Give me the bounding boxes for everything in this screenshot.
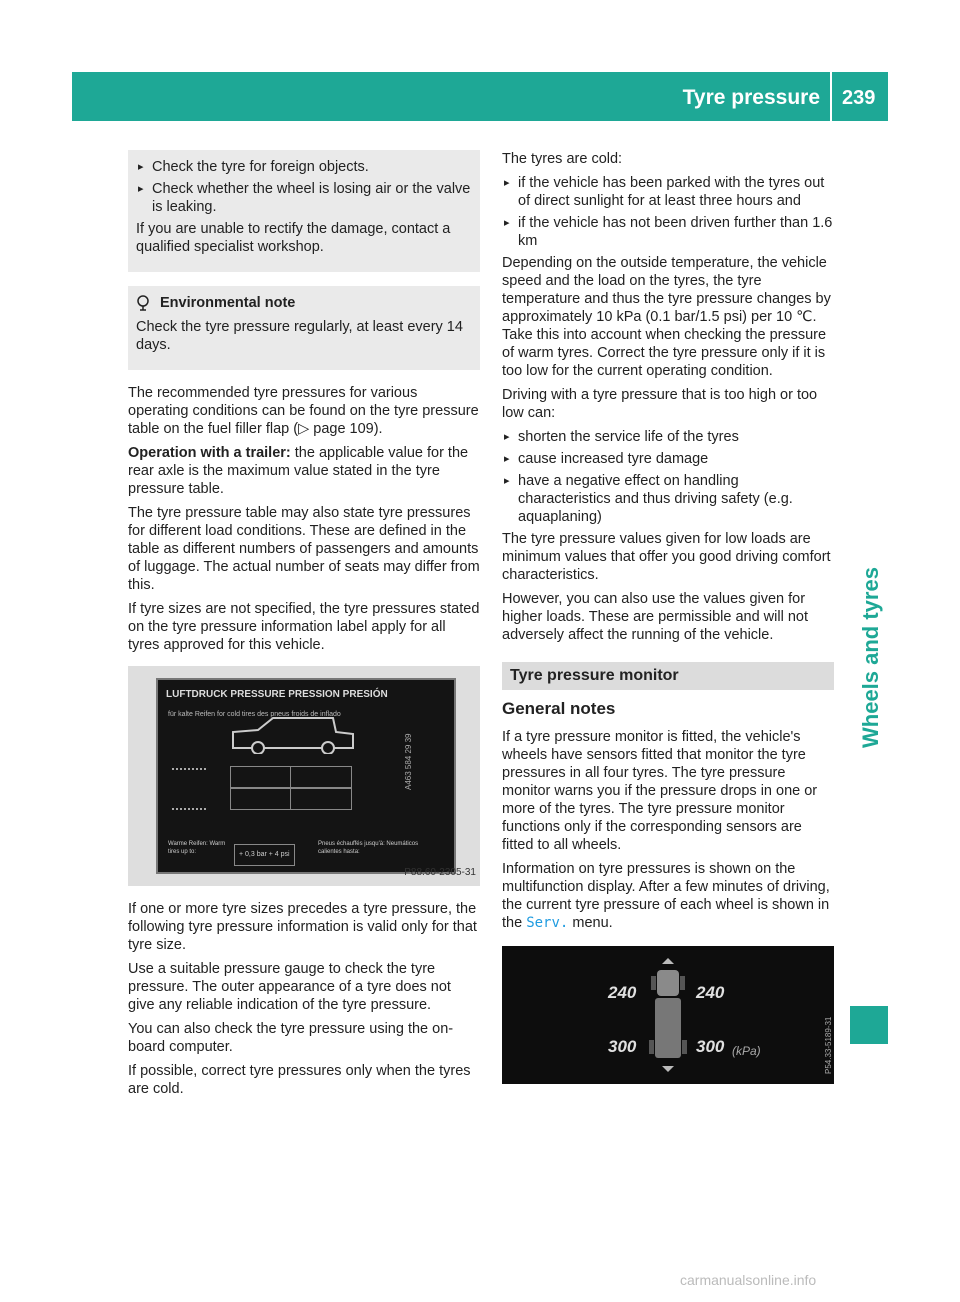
paragraph: Use a suitable pressure gauge to check the tyre pressure. The outer appearance of a tyre does not give any reliable indication of the tyre pressure. (128, 961, 451, 1013)
paragraph: The recommended tyre pressures for various operating conditions can be found on the tyre pressure table on the fuel filler flap (▷ page 109). (128, 385, 479, 437)
side-tab-label: Wheels and tyres (858, 567, 883, 748)
env-note-text: Check the tyre pressure regularly, at least every 14 days. (136, 319, 463, 353)
label-subheading: für kalte Reifen for cold tires des pneus froids de inflado (168, 711, 341, 718)
damage-box (128, 150, 480, 272)
label-heading: LUFTDRUCK PRESSURE PRESSION PRESIÓN (166, 689, 388, 700)
pressure-label-image (156, 678, 456, 874)
vehicle-outline-icon (228, 714, 358, 754)
list-item: ▸ Check whether the wheel is losing air or the valve is leaking. (136, 180, 472, 216)
warm-tire-left: Warme Reifen: Warm tires up to: (168, 841, 226, 855)
pressure-unit: (kPa) (732, 1044, 761, 1058)
rear-right-pressure: 300 (696, 1037, 725, 1056)
subsection-heading: General notes (502, 699, 616, 718)
trailer-label: Operation with a trailer: (128, 445, 291, 461)
trailer-paragraph (128, 444, 480, 498)
front-right-pressure: 240 (696, 983, 725, 1002)
serv-prefix: Information on tyre pressures is shown on the multifunction display. After a few minutes of driving, the current tyre pressure of each wheel is shown in the (502, 861, 830, 931)
paragraph: You can also check the tyre pressure using the on-board computer. (128, 1021, 454, 1055)
cold-tire-icon (172, 768, 206, 810)
list-item: ▸ have a negative effect on handling characteristics and thus driving safety (e.g. aquaplaning) (502, 472, 834, 526)
right-column (502, 150, 834, 1084)
front-left-pressure: 240 (608, 983, 637, 1002)
side-tab-marker (850, 1006, 888, 1044)
env-note-title-row (136, 294, 472, 312)
serv-suffix: menu. (568, 915, 613, 931)
tyre-pressure-label-figure (128, 666, 480, 886)
warm-tire-value: + 0,3 bar + 4 psi (234, 844, 295, 866)
tyre-pressure-display-figure (502, 946, 834, 1084)
list-item: ▸ if the vehicle has been parked with the tyres out of direct sunlight for at least three hours and (502, 174, 834, 210)
paragraph: If possible, correct tyre pressures only when the tyres are cold. (128, 1063, 471, 1097)
list-item: ▸ Check the tyre for foreign objects. (136, 158, 472, 176)
box-text: If you are unable to rectify the damage, contact a qualified specialist workshop. (136, 221, 451, 255)
cold-intro: The tyres are cold: (502, 151, 623, 167)
serv-paragraph (502, 860, 834, 932)
display-code: P54.33-5189-31 (824, 1016, 833, 1074)
label-side-code: A463 584 29 39 (404, 733, 413, 790)
paragraph: Depending on the outside temperature, the vehicle speed and the load on the tyres, the tyre temperature and thus the tyre pressure changes by approximately 10 kPa (0.1 bar/1.5 psi) per 10 ℃. Take this into account when checking the pressure of warm tyres. Correct the tyre pressure only if it is too low for the current operating condition. (502, 255, 831, 379)
environmental-note (128, 286, 480, 370)
left-column (128, 150, 480, 1104)
paragraph: If a tyre pressure monitor is fitted, the vehicle's wheels have sensors fitted that monitor the tyre pressures in all four tyres. The tyre pressure monitor warns you if the pressure drops in one or more of the tyres. The tyre pressure monitor functions only if the corresponding sensors are fitted to all wheels. (502, 729, 818, 853)
page-number: 239 (842, 87, 876, 109)
warm-tire-right: Pneus échauffés jusqu'à: Neumáticos calientes hasta: (318, 841, 419, 855)
paragraph: The tyre pressure values given for low loads are minimum values that offer you good driving comfort characteristics. (502, 531, 831, 583)
page-title: Tyre pressure (682, 86, 820, 109)
watermark: carmanualsonline.info (680, 1272, 817, 1288)
trailer-text: the applicable value for the rear axle is the maximum value stated in the tyre pressure table. (128, 445, 469, 497)
pressure-grid (230, 766, 350, 810)
paragraph: If one or more tyre sizes precedes a tyre pressure, the following tyre pressure information is valid only for that tyre size. (128, 901, 477, 953)
rear-left-pressure: 300 (608, 1037, 637, 1056)
paragraph: If tyre sizes are not specified, the tyre pressures stated on the tyre pressure information label apply for all tyres approved for this vehicle. (128, 601, 480, 653)
lamp-icon (136, 295, 150, 311)
header-divider (830, 72, 832, 121)
list-item: ▸ shorten the service life of the tyres (502, 428, 834, 446)
paragraph: However, you can also use the values given for higher loads. These are permissible and will not adversely affect the running of the vehicle. (502, 591, 809, 643)
figure-caption: P88.60-2305-31 (404, 867, 476, 878)
paragraph: The tyre pressure table may also state tyre pressures for different load conditions. These are defined in the table as different numbers of passengers and amounts of luggage. The actual number of seats may differ from this. (128, 505, 480, 593)
vehicle-top-view-icon (648, 956, 688, 1076)
list-item: ▸ cause increased tyre damage (502, 450, 834, 468)
section-heading: Tyre pressure monitor (502, 662, 834, 690)
env-note-title: Environmental note (160, 295, 296, 311)
paragraph: Driving with a tyre pressure that is too high or too low can: (502, 387, 818, 421)
serv-menu-label: Serv. (526, 915, 569, 931)
list-item: ▸ if the vehicle has not been driven further than 1.6 km (502, 214, 834, 250)
